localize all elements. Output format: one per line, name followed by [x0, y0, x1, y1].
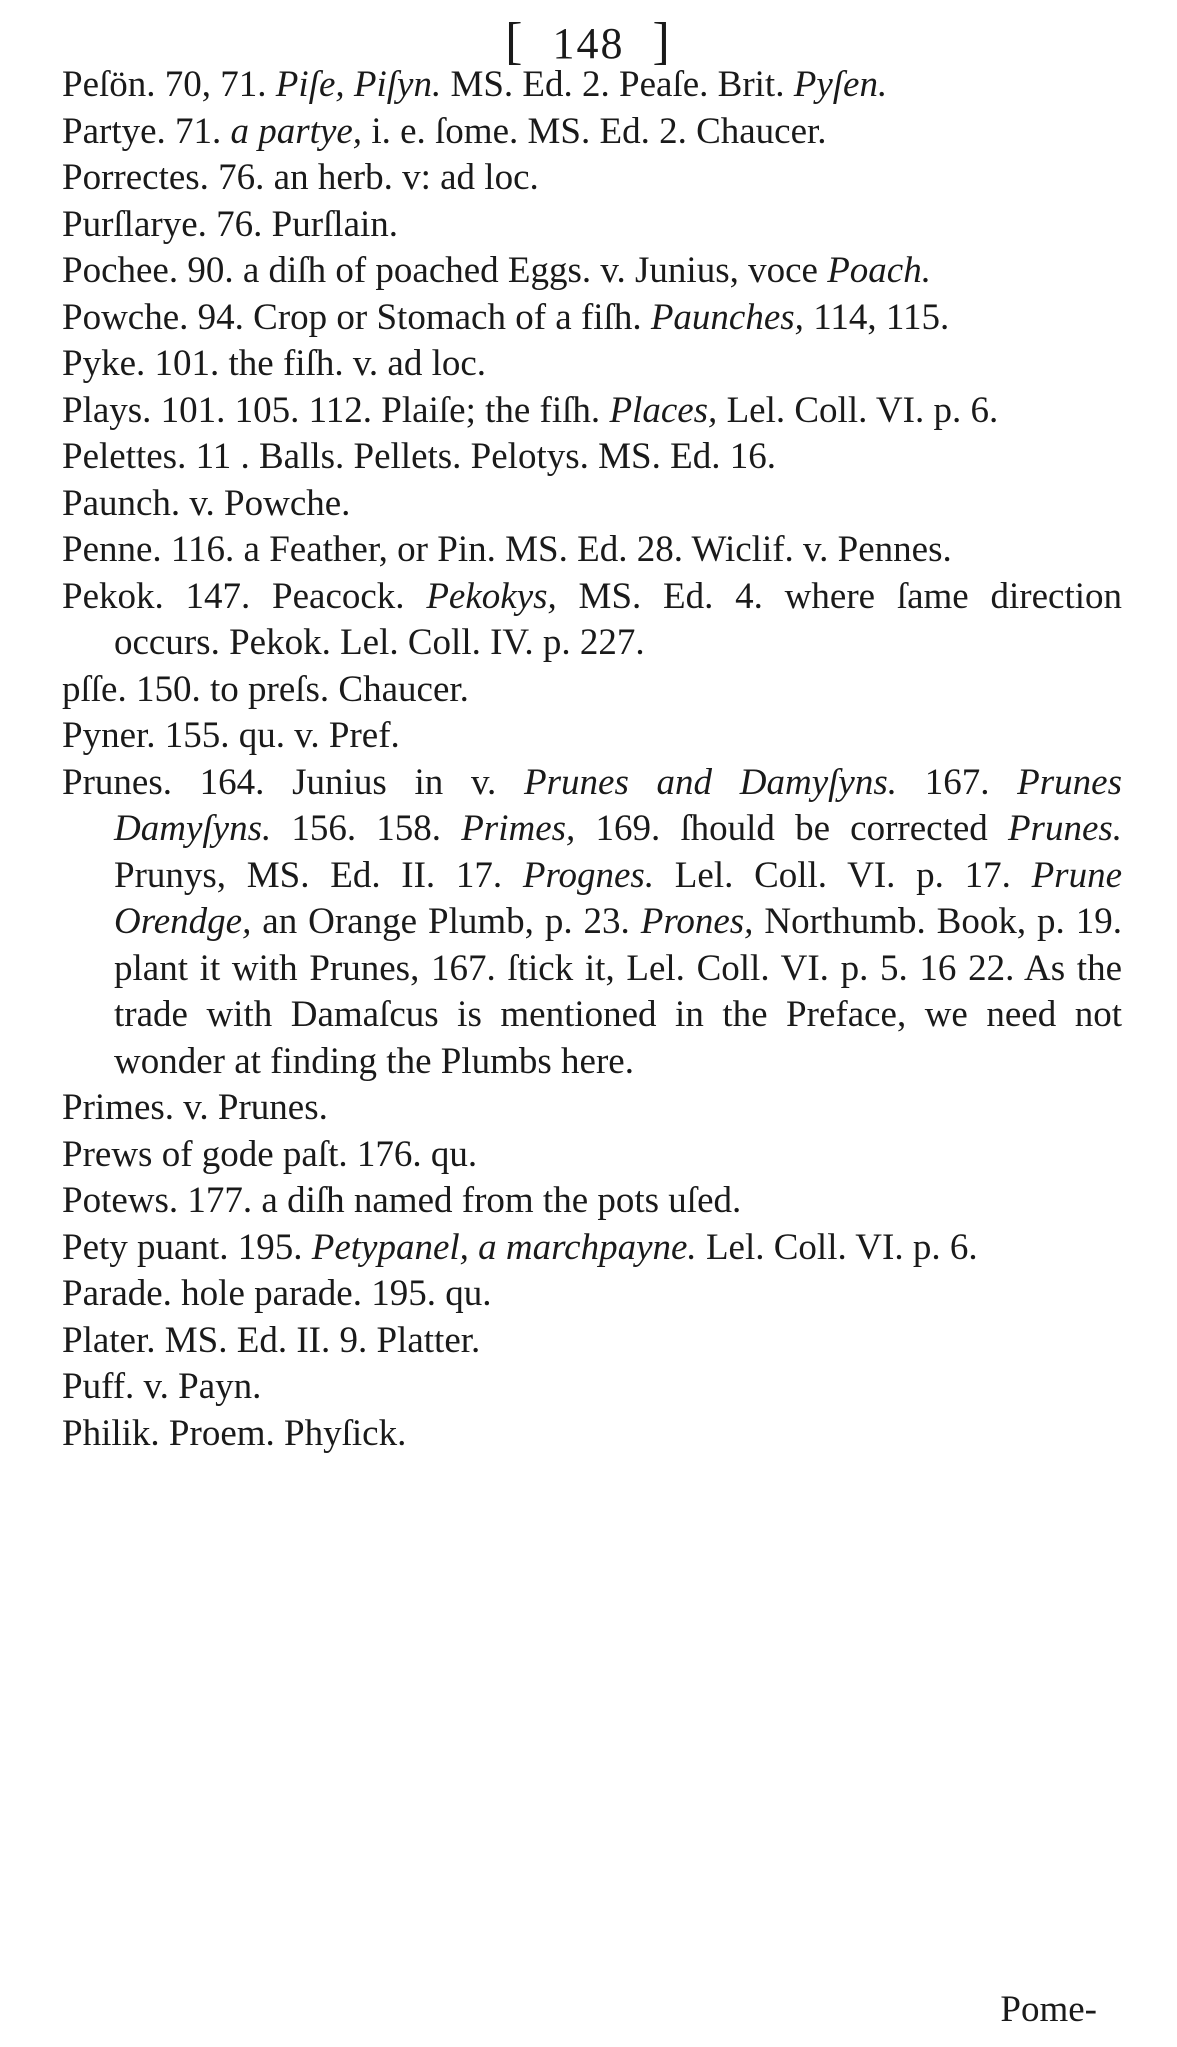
entry-italic-text: Prunes and Damyſyns.: [524, 761, 897, 803]
glossary-entry: [62, 481, 1122, 528]
catchword: Pome-: [1000, 1989, 1097, 2030]
glossary-entry: [62, 62, 1122, 109]
entry-text: 167.: [896, 761, 1018, 803]
entry-text: Penne. 116. a Feather, or Pin. MS. Ed. 28. Wiclif. v. Pennes.: [62, 529, 952, 570]
glossary-entry: [62, 1132, 1122, 1179]
entry-italic-text: Primes,: [461, 808, 576, 849]
entry-text: i. e. ſome. MS. Ed. 2. Chaucer.: [362, 110, 827, 152]
glossary-entry: [62, 1085, 1122, 1132]
entry-text: an Orange Plumb, p. 23.: [251, 901, 641, 942]
left-bracket: [: [505, 13, 525, 70]
entry-italic-text: a partye,: [230, 110, 363, 152]
glossary-entry: [62, 109, 1122, 156]
entry-text: Philik. Proem. Phyſick.: [62, 1412, 407, 1454]
entry-text: 156. 158.: [271, 808, 462, 849]
glossary-entry: [62, 434, 1122, 481]
glossary-entry: [62, 388, 1122, 435]
glossary-entry: [62, 248, 1122, 295]
entry-italic-text: Prunes.: [1007, 808, 1123, 849]
entry-text: Pyner. 155. qu. v. Pref.: [62, 715, 400, 756]
entry-text: Pety puant. 195.: [62, 1226, 312, 1268]
entry-text: Purſlarye. 76. Purſlain.: [62, 203, 399, 245]
entry-text: Northumb. Book, p. 19. plant it with Prunes, 167. ſtick it, Lel. Coll. VI. p. 5. 16 22. As the trade with Damaſcus is mentioned in the Preface, we need not wonder at finding the Plumbs here.: [114, 901, 1123, 1082]
glossary-entry: [62, 295, 1122, 342]
entry-text: Prews of gode paſt. 176. qu.: [62, 1133, 478, 1175]
glossary-entry: [62, 713, 1122, 760]
entry-text: Plater. MS. Ed. II. 9. Platter.: [62, 1319, 481, 1361]
entry-text: Parade. hole parade. 195. qu.: [62, 1273, 492, 1314]
entry-text: Pelettes. 11 . Balls. Pellets. Pelotys. MS. Ed. 16.: [62, 436, 776, 477]
entry-italic-text: Pekokys,: [426, 575, 557, 617]
entry-text: Lel. Coll. VI. p. 6.: [717, 389, 999, 431]
glossary-entry: [62, 1318, 1122, 1365]
entry-text: Peſön. 70, 71.: [62, 64, 276, 105]
entry-text: 169. ſhould be corrected: [575, 808, 1008, 849]
entry-text: Puff. v. Payn.: [62, 1366, 262, 1407]
entry-text: Potews. 177. a diſh named from the pots uſed.: [62, 1180, 742, 1221]
glossary-entries: [62, 62, 1122, 1457]
entry-text: Pochee. 90. a diſh of poached Eggs. v. Junius, voce: [62, 250, 828, 291]
entry-text: Plays. 101. 105. 112. Plaiſe; the fiſh.: [62, 389, 610, 431]
glossary-entry: [62, 1178, 1122, 1225]
glossary-entry: [62, 1364, 1122, 1411]
entry-text: Lel. Coll. VI. p. 6.: [696, 1226, 978, 1268]
entry-text: Pyke. 101. the fiſh. v. ad loc.: [62, 343, 487, 384]
entry-italic-text: Prune Orendge,: [114, 854, 1122, 942]
entry-italic-text: Pyſen.: [793, 64, 888, 105]
entry-text: Prunes. 164. Junius in v.: [62, 761, 525, 803]
page-number-text: 148: [552, 19, 625, 68]
entry-text: Pekok. 147. Peacock.: [62, 575, 427, 617]
glossary-entry: [62, 202, 1122, 249]
entry-italic-text: Petypanel, a marchpayne.: [311, 1226, 697, 1268]
entry-italic-text: Prognes.: [522, 854, 655, 896]
glossary-entry: [62, 667, 1122, 714]
entry-italic-text: Places,: [609, 389, 718, 431]
glossary-entry: [62, 341, 1122, 388]
glossary-entry: [62, 1271, 1122, 1318]
glossary-entry: [62, 574, 1122, 667]
entry-text: Paunch. v. Powche.: [62, 482, 351, 524]
right-bracket: ]: [652, 13, 672, 70]
entry-text: pſſe. 150. to preſs. Chaucer.: [62, 668, 469, 710]
glossary-entry: [62, 155, 1122, 202]
entry-italic-text: Prones,: [640, 901, 754, 942]
glossary-entry: [62, 1225, 1122, 1272]
entry-text: Lel. Coll. VI. p. 17.: [654, 854, 1032, 896]
glossary-entry: [62, 527, 1122, 574]
entry-italic-text: Paunches,: [650, 296, 804, 338]
entry-text: Prunys, MS. Ed. II. 17.: [114, 854, 523, 896]
glossary-entry: [62, 1411, 1122, 1458]
entry-text: MS. Ed. 2. Peaſe. Brit.: [441, 64, 794, 105]
entry-text: Porrectes. 76. an herb. v: ad loc.: [62, 157, 539, 198]
entry-italic-text: Piſe, Piſyn.: [275, 64, 442, 105]
entry-text: Powche. 94. Crop or Stomach of a fiſh.: [62, 296, 651, 338]
entry-italic-text: Prunes Damyſyns.: [114, 761, 1122, 849]
entry-text: 114, 115.: [803, 296, 950, 338]
glossary-entry: [62, 760, 1122, 1086]
entry-italic-text: Poach.: [827, 250, 931, 291]
entry-text: Primes. v. Prunes.: [62, 1087, 328, 1128]
entry-text: Partye. 71.: [62, 110, 231, 152]
entry-text: MS. Ed. 4. where ſame direction occurs. Pekok. Lel. Coll. IV. p. 227.: [114, 575, 1122, 663]
